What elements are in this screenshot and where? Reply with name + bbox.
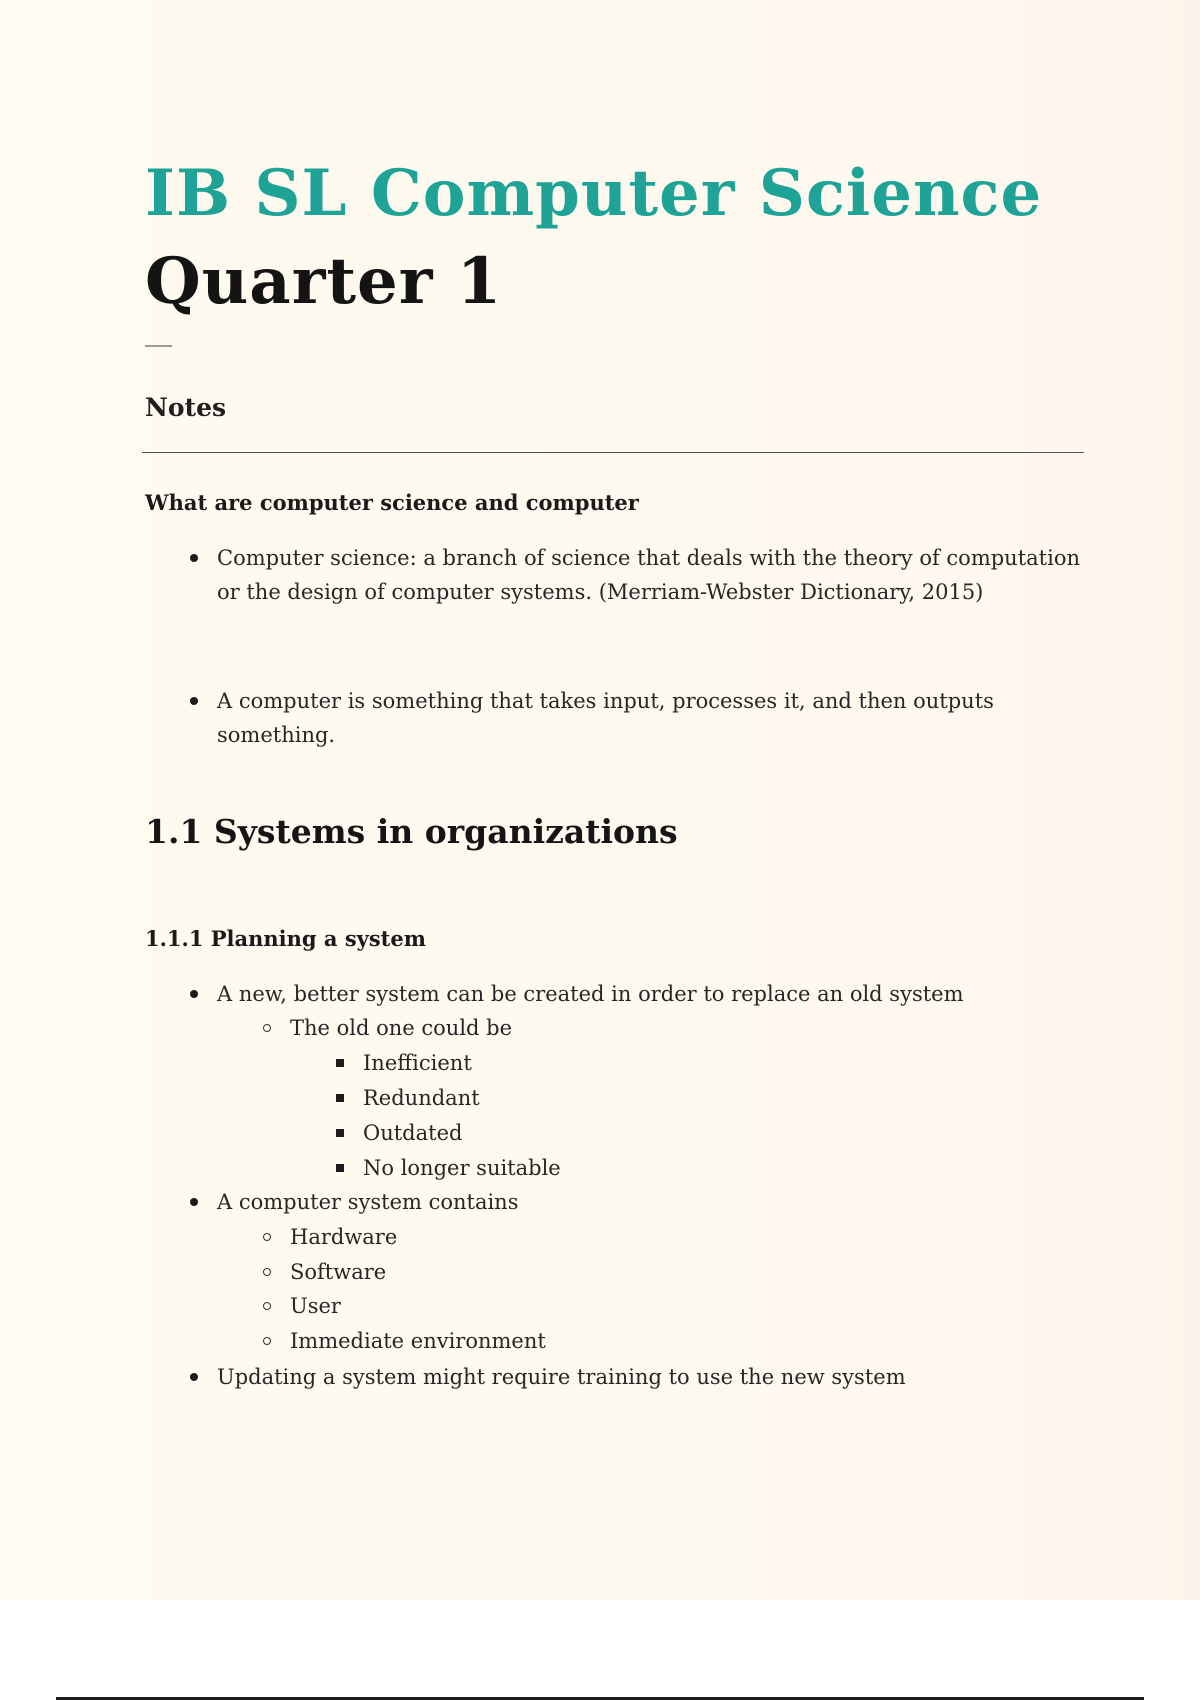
list-item: [217, 1185, 1085, 1219]
list-item-text: Immediate environment: [290, 1329, 546, 1353]
title-line-quarter: Quarter 1: [145, 244, 503, 319]
title-line-course: IB SL Computer Science: [145, 156, 1043, 231]
intro-heading: What are computer science and computer: [145, 490, 639, 515]
list-item-text: Updating a system might require training to use the new system: [217, 1365, 906, 1389]
list-item-text: Computer science: a branch of science that deals with the theory of computation or the design of computer systems. (Merriam-Webster Dictionary, 2015): [217, 546, 1080, 604]
list-item-text: Outdated: [363, 1121, 463, 1145]
list-item-text: Hardware: [290, 1225, 398, 1249]
list-item: [290, 1255, 1085, 1289]
list-item-text: Redundant: [363, 1086, 480, 1110]
notes-label: Notes: [145, 393, 227, 422]
list-item-text: Inefficient: [363, 1051, 472, 1075]
list-item-text: A new, better system can be created in order to replace an old system: [217, 982, 964, 1006]
list-item-text: User: [290, 1294, 341, 1318]
list-item-text: A computer system contains: [217, 1190, 519, 1214]
list-item: [290, 1324, 1085, 1358]
list-item: [363, 1081, 1085, 1115]
notes-divider-rule: [142, 452, 1084, 453]
list-item: [363, 1151, 1085, 1185]
section-heading: 1.1 Systems in organizations: [145, 812, 678, 851]
list-item: [290, 1220, 1085, 1254]
list-item-text: A computer is something that takes input, processes it, and then outputs something.: [217, 689, 994, 747]
document-title: [145, 150, 1042, 326]
title-divider-dash: [145, 345, 172, 347]
list-item: [217, 684, 1085, 752]
list-item: [217, 541, 1085, 609]
list-item-text: Software: [290, 1260, 387, 1284]
subsection-heading: 1.1.1 Planning a system: [145, 926, 426, 951]
list-item: [290, 1011, 1085, 1045]
list-item-text: The old one could be: [290, 1016, 513, 1040]
list-item: [363, 1046, 1085, 1080]
list-item: [217, 977, 1085, 1011]
list-item: [290, 1289, 1085, 1323]
list-item-text: No longer suitable: [363, 1156, 561, 1180]
list-item: [363, 1116, 1085, 1150]
list-item: [217, 1360, 1085, 1394]
